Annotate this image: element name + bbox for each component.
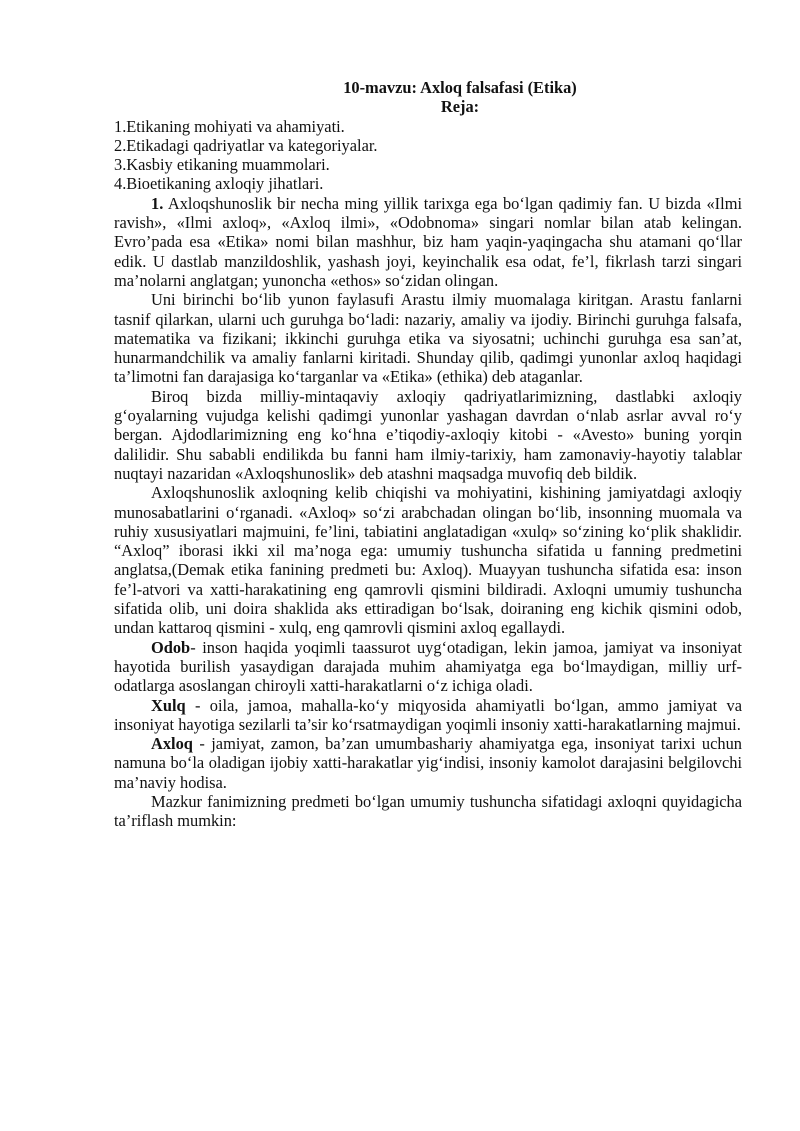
plan-item-3: 3.Kasbiy etikaning muammolari. bbox=[114, 155, 330, 175]
paragraph-text: Axloqshunoslik bir necha ming yillik tarixga ega bo‘lgan qadimiy fan. U bizda «Ilmi ravish», «Ilmi axloq», «Axloq ilmi», «Odobnoma» singari nomlar bilan atab kelingan. Evro’pada esa «Etika» nomi bilan mashhur, biz ham yaqin-yaqingacha shu atamani qo‘llar edik. U dastlab manzildoshlik, yashash joyi, keyinchalik esa odat, fe’l, fikrlash tarzi singari ma’nolarni anglatgan; yunoncha «ethos» so‘zidan olingan. bbox=[114, 193, 742, 290]
paragraph-text: - oila, jamoa, mahalla-ko‘y miqyosida ahamiyatli bo‘lgan, ammo jamiyat va insoniyat hayotiga sezilarli ta’sir ko‘rsatmaydigan yoqimli insoniy xatti-harakatlarning majmui. bbox=[114, 695, 742, 734]
paragraph-axloq bbox=[114, 734, 742, 792]
term-xulq: Xulq bbox=[151, 695, 186, 715]
paragraph-4 bbox=[114, 483, 742, 637]
plan-item-1: 1.Etikaning mohiyati va ahamiyati. bbox=[114, 116, 345, 136]
plan-item-4: 4.Bioetikaning axloqiy jihatlari. bbox=[114, 174, 324, 194]
paragraph-8 bbox=[114, 792, 742, 831]
paragraph-2 bbox=[114, 290, 742, 386]
paragraph-1 bbox=[114, 194, 742, 290]
term-odob: Odob bbox=[151, 637, 191, 657]
paragraph-text: Uni birinchi bo‘lib yunon faylasufi Arastu ilmiy muomalaga kiritgan. Arastu fanlarni tasnif qilarkan, ularni uch guruhga bo‘ladi: nazariy, amaliy va ijodiy. Birinchi guruhga falsafa, matematika va fizikani; ikkinchi guruhga etika va siyosatni; uchinchi guruhga esa san’at, hunarmandchilik va amaliy fanlarni kiritadi. Shunday qilib, qadimgi yunonlar axloq haqidagi ta’limotni fan darajasiga ko‘targanlar va «Etika» (ethika) deb ataganlar. bbox=[114, 290, 742, 387]
term-axloq: Axloq bbox=[151, 734, 193, 754]
paragraph-odob bbox=[114, 638, 742, 696]
paragraph-text: - jamiyat, zamon, ba’zan umumbashariy ahamiyatga ega, insoniyat tarixi uchun namuna bo‘la oladigan ijobiy xatti-harakatlar yig‘indisi, insoniy kamolot darajasini belgilovchi ma’naviy hodisa. bbox=[114, 734, 742, 792]
paragraph-text: Mazkur fanimizning predmeti bo‘lgan umumiy tushuncha sifatidagi axloqni quyidagicha ta’riflash mumkin: bbox=[114, 791, 742, 831]
paragraph-text: Axloqshunoslik axloqning kelib chiqishi va mohiyatini, kishining jamiyatdagi axloqiy munosabatlarini o‘rganadi. «Axloq» so‘zi arabchadan olingan bo‘lib, insonning muomala va ruhiy xususiyatlari majmuini, fe’lini, tabiatini anglatadigan «xulq» so‘zining ko‘plik shaklidir. “Axloq” iborasi ikki xil ma’noga ega: umumiy tushuncha sifatida u fanning predmetini anglatsa,(Demak etika fanining predmeti bu: Axloq). Muayyan tushuncha sifatida esa: inson fe’l-atvori va xatti-harakatining eng qamrovli qismini bildiradi. Axloqni umumiy tushuncha sifatida olib, uni doira shaklida aks ettiradigan bo‘lsak, doiraning eng kichik qismini odob, undan kattaroq qismini - xulq, eng qamrovli qismini axloq egallaydi. bbox=[114, 483, 742, 638]
plan-item-2: 2.Etikadagi qadriyatlar va kategoriyalar. bbox=[114, 135, 378, 155]
paragraph-text: - inson haqida yoqimli taassurot uyg‘otadigan, lekin jamoa, jamiyat va insoniyat hayotida burilish yasaydigan darajada muhim ahamiyatga ega bo‘lmaydigan, milliy urf-odatlarga asoslangan chiroyli xatti-harakatlarni o‘z ichiga oladi. bbox=[114, 637, 742, 696]
paragraph-text: Biroq bizda milliy-mintaqaviy axloqiy qadriyatlarimizning, dastlabki axloqiy g‘oyalarning vujudga kelishi qadimgi yunonlar yashagan davrdan o‘nlab asrlar avval ro‘y bergan. Ajdodlarimizning eng ko‘hna e’tiqodiy-axloqiy kitobi - «Avesto» buning yorqin dalilidir. Shu sababli endilikda bu fanni ham ilmiy-tarixiy, ham zamonaviy-hayotiy talablar nuqtayi nazaridan «Axloqshunoslik» deb atashni maqsadga muvofiq deb bildik. bbox=[114, 386, 742, 483]
document-title: 10-mavzu: Axloq falsafasi (Etika) bbox=[343, 78, 577, 97]
paragraph-xulq bbox=[114, 696, 742, 735]
paragraph-lead: 1. bbox=[151, 193, 164, 213]
plan-heading: Reja: bbox=[440, 97, 480, 117]
document-page bbox=[114, 78, 742, 831]
paragraph-3 bbox=[114, 387, 742, 483]
